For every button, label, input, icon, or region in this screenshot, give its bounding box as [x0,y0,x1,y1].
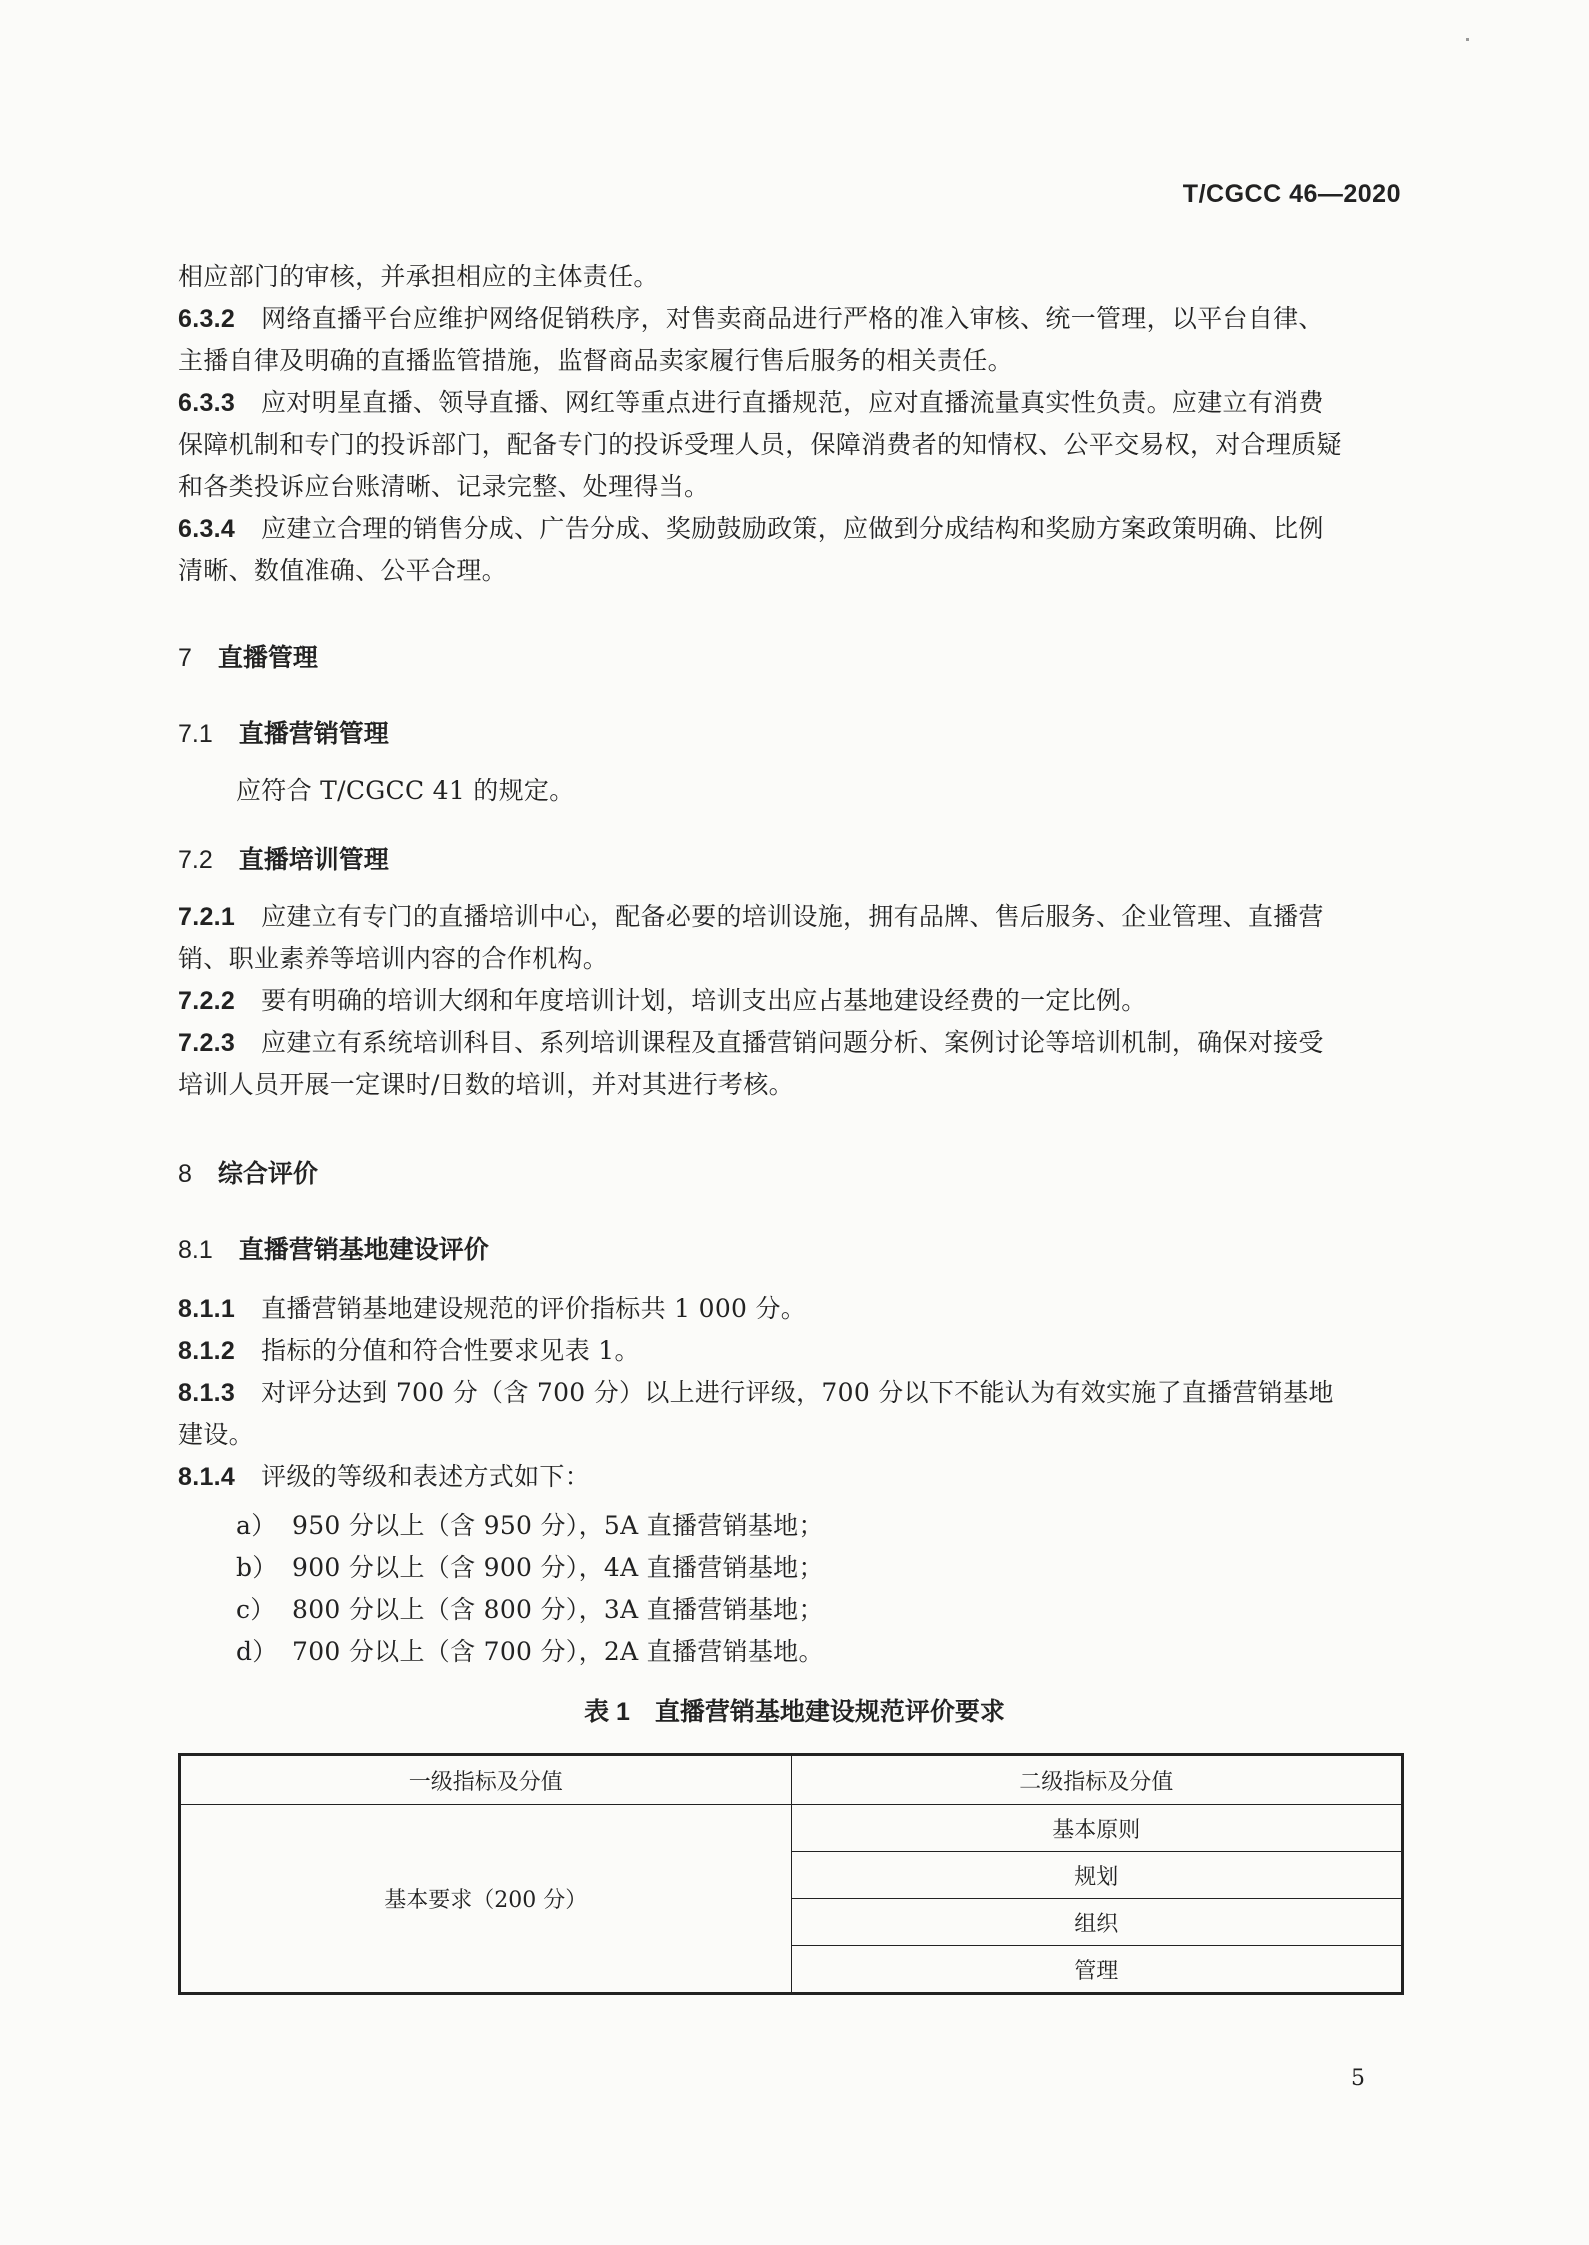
grade-item [236,1632,824,1668]
document-code: T/CGCC 46—2020 [1182,180,1401,208]
table-row [180,1805,1403,1852]
grade-text: 700 分以上（含 700 分），2A 直播营销基地。 [292,1637,824,1666]
section-number: 7 [178,644,192,672]
section-7-heading [178,638,318,674]
clause-8-1-4 [178,1456,1408,1498]
clause-number: 8.1.4 [178,1463,236,1491]
clause-number: 6.3.3 [178,389,236,417]
grade-text: 950 分以上（含 950 分），5A 直播营销基地； [292,1511,824,1540]
clause-6-3-4 [178,508,1408,550]
section-number: 8 [178,1160,192,1188]
evaluation-table [178,1753,1404,1995]
clause-8-1-3 [178,1372,1408,1414]
section-8-heading [178,1154,318,1190]
section-number: 7.1 [178,720,213,748]
section-title: 直播培训管理 [238,846,389,874]
page-number: 5 [1351,2066,1365,2091]
clause-number: 8.1.1 [178,1295,236,1323]
clause-text: 对评分达到 700 分（含 700 分）以上进行评级，700 分以下不能认为有效实施了直播营销基地 [261,1378,1334,1407]
table-header-row [180,1755,1403,1805]
scan-speck [1466,38,1469,41]
section-title: 直播营销基地建设评价 [238,1236,489,1264]
grade-marker: d） [236,1637,278,1666]
section-7-1-body: 应符合 T/CGCC 41 的规定。 [236,776,575,805]
clause-7-2-2 [178,980,1408,1022]
first-level-indicator: 基本要求（200 分） [180,1805,792,1994]
clause-text-line: 主播自律及明确的直播监管措施，监督商品卖家履行售后服务的相关责任。 [178,346,1013,375]
clause-number: 6.3.4 [178,515,236,543]
clause-text: 应建立有系统培训科目、系列培训课程及直播营销问题分析、案例讨论等培训机制，确保对接受 [261,1028,1324,1057]
clause-text: 网络直播平台应维护网络促销秩序，对售卖商品进行严格的准入审核、统一管理，以平台自律、 [261,304,1324,333]
section-number: 7.2 [178,846,213,874]
grade-item [236,1590,824,1626]
clause-text-line: 销、职业素养等培训内容的合作机构。 [178,944,609,973]
section-8-1-heading [178,1230,489,1266]
clause-7-2-3 [178,1022,1408,1064]
clause-text-line: 和各类投诉应台账清晰、记录完整、处理得当。 [178,472,710,501]
second-level-indicator: 管理 [791,1946,1403,1994]
clause-text: 指标的分值和符合性要求见表 1。 [261,1336,640,1365]
clause-text: 应对明星直播、领导直播、网红等重点进行直播规范，应对直播流量真实性负责。应建立有消费 [261,388,1324,417]
clause-number: 6.3.2 [178,305,236,333]
section-title: 直播管理 [217,644,318,672]
clause-text-line: 培训人员开展一定课时/日数的培训，并对其进行考核。 [178,1070,794,1099]
clause-text: 要有明确的培训大纲和年度培训计划，培训支出应占基地建设经费的一定比例。 [261,986,1147,1015]
section-7-1-heading [178,714,389,750]
clause-text-line: 清晰、数值准确、公平合理。 [178,556,507,585]
second-level-indicator: 规划 [791,1852,1403,1899]
clause-text: 应建立有专门的直播培训中心，配备必要的培训设施，拥有品牌、售后服务、企业管理、直播营 [261,902,1324,931]
second-level-indicator: 组织 [791,1899,1403,1946]
grade-marker: c） [236,1595,276,1624]
grade-item [236,1548,824,1584]
table-caption: 表 1 直播营销基地建设规范评价要求 [584,1698,1005,1726]
clause-text-line: 建设。 [178,1420,254,1449]
clause-8-1-1 [178,1288,1408,1330]
section-7-2-heading [178,840,389,876]
section-title: 直播营销管理 [238,720,389,748]
clause-text-line: 保障机制和专门的投诉部门，配备专门的投诉受理人员，保障消费者的知情权、公平交易权，对合理质疑 [178,430,1342,459]
clause-number: 8.1.2 [178,1337,236,1365]
section-title: 综合评价 [217,1160,318,1188]
grade-text: 900 分以上（含 900 分），4A 直播营销基地； [292,1553,824,1582]
grade-marker: b） [236,1553,278,1582]
clause-number: 7.2.2 [178,987,236,1015]
paragraph-continuation: 相应部门的审核，并承担相应的主体责任。 [178,262,659,291]
clause-text: 直播营销基地建设规范的评价指标共 1 000 分。 [261,1294,807,1323]
section-number: 8.1 [178,1236,213,1264]
clause-6-3-3 [178,382,1408,424]
clause-6-3-2 [178,298,1408,340]
clause-number: 7.2.1 [178,903,236,931]
second-level-indicator: 基本原则 [791,1805,1403,1852]
grade-item [236,1506,824,1542]
grade-marker: a） [236,1511,277,1540]
clause-number: 7.2.3 [178,1029,236,1057]
column-header: 一级指标及分值 [180,1755,792,1805]
clause-number: 8.1.3 [178,1379,236,1407]
clause-7-2-1 [178,896,1408,938]
clause-text: 应建立合理的销售分成、广告分成、奖励鼓励政策，应做到分成结构和奖励方案政策明确、比例 [261,514,1324,543]
clause-8-1-2 [178,1330,1408,1372]
grade-text: 800 分以上（含 800 分），3A 直播营销基地； [292,1595,824,1624]
column-header: 二级指标及分值 [791,1755,1403,1805]
clause-text: 评级的等级和表述方式如下： [261,1462,591,1491]
